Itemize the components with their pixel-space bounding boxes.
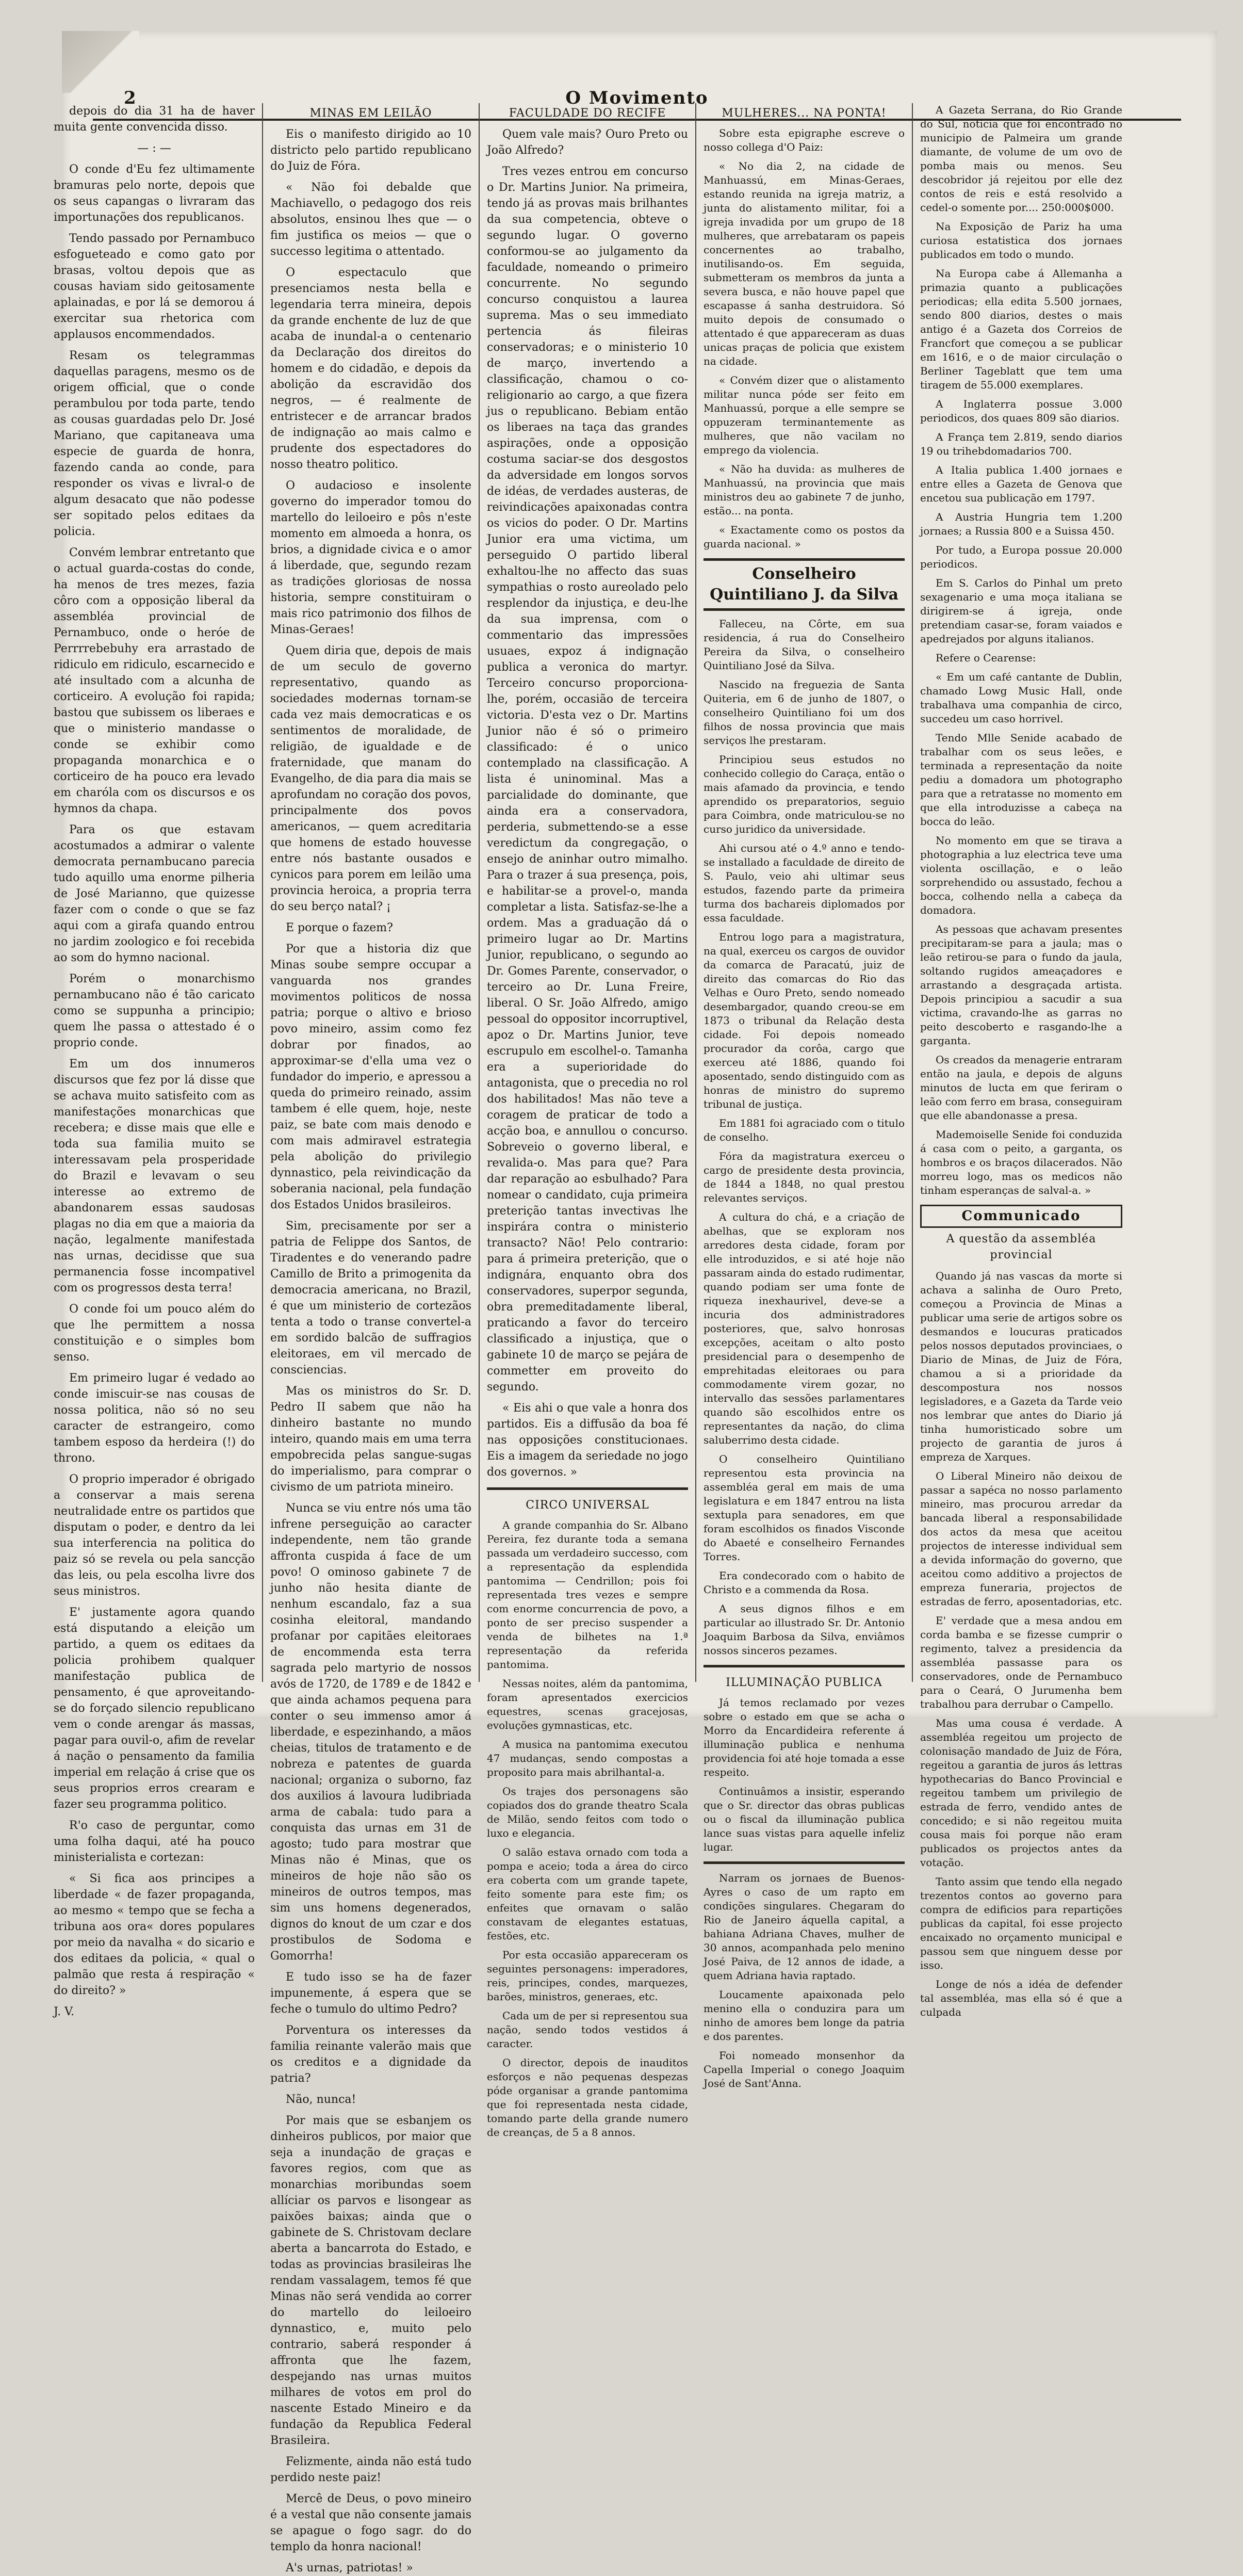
- paragraph: « Eis ahi o que vale a honra dos partidos. Eis a diffusão da boa fé nas opposições constitucionaes. Eis a imagem da seriedade no jogo dos governos. »: [487, 1402, 688, 1479]
- paragraph: Sobre esta epigraphe escreve o nosso collega d'O Paiz:: [704, 127, 905, 153]
- paragraph: As pessoas que achavam presentes precipitaram-se para a jaula; mas o leão retirou-se para o fundo da jaula, soltando rugidos ameaçadores e arrastando a desgraçada artista. Depois principiou a sacudir a sua victima, cravando-lhe as garras no peito descoberto e rasgando-lhe a garganta.: [920, 923, 1122, 1047]
- paragraph: A Austria Hungria tem 1.200 jornaes; a Russia 800 e a Suissa 450.: [920, 511, 1122, 537]
- paragraph: Falleceu, na Côrte, em sua residencia, á rua do Conselheiro Pereira da Silva, o conselheiro Quintiliano José da Silva.: [704, 618, 905, 672]
- paragraph: A cultura do chá, e a criação de abelhas, que se exploram nos arredores desta cidade, foram por elle introduzidos, e si até hoje não passaram ainda do estado rudimentar, quando podiam ser uma fonte de riqueza inexhaurivel, deve-se a incuria dos administradores posteriores, que, salvo honrosas excepções, aceitam o alto posto presidencial para o desempenho de emprehitadas eleitoraes ou para commodamente virem gozar, no intervallo das sessões parlamentares quando são escolhidos entre os representantes da nação, do clima saluberrimo desta cidade.: [704, 1211, 905, 1446]
- paragraph: O espectaculo que presenciamos nesta bella e legendaria terra mineira, depois da grande enchente de luz de que acaba de inundal-a o centenario da Declaração dos direitos do homem e do cidadão, e depois da abolição da escravidão dos negros, — é realmente de entristecer e de arrancar brados de indignação ao mais calmo e prudente dos espectadores do nosso theatro politico.: [270, 266, 471, 471]
- article-heading: CIRCO UNIVERSAL: [526, 1499, 649, 1512]
- paragraph: Entrou logo para a magistratura, na qual, exerceu os cargos de ouvidor da comarca de Paracatú, juiz de direito das comarcas do Rio das Velhas e Ouro Preto, sendo nomeado desembargador, quando creou-se em 1873 o tribunal da Relação desta cidade. Foi depois nomeado procurador da corôa, cargo que exerceu até 1886, quando foi aposentado, sendo distinguido com as honras de ministro do supremo tribunal de justiça.: [704, 931, 905, 1110]
- paragraph: Mercê de Deus, o povo mineiro é a vestal que não consente jamais se apague o fogo sagr. do do templo da honra nacional!: [270, 2492, 471, 2553]
- paragraph: O audacioso e insolente governo do imperador tomou do martello do leiloeiro e pôs n'este momento em almoeda a honra, os brios, a dignidade civica e o amor á liberdade, que, segundo rezam as tradições gloriosas de nossa historia, sempre constituiram o mais rico patrimonio dos filhos de Minas-Geraes!: [270, 479, 471, 636]
- paragraph: O conde foi um pouco além do que lhe permittem a nossa constituição e o simples bom senso.: [54, 1303, 255, 1364]
- paragraph: Mademoiselle Senide foi conduzida á casa com o peito, a garganta, os hombros e os braços dilacerados. Não morreu logo, mas os medicos não tinham esperanças de salval-a. »: [920, 1128, 1122, 1196]
- paragraph: « No dia 2, na cidade de Manhuassú, em Minas-Geraes, estando reunida na igreja matriz, a junta do alistamento militar, foi a igreja invadida por um grupo de 18 mulheres, que arrebataram os papeis concernentes ao trabalho, inutilisando-os. Em seguida, submetteram os membros da junta a severa busca, e não houve papel que escapasse á sanha destruidora. Só muito depois de consumado o attentado é que appareceram as duas unicas praças de policia que existem na cidade.: [704, 160, 905, 367]
- paragraph: E' verdade que a mesa andou em corda bamba e se fizesse cumprir o regimento, talvez a presidencia da assembléa passasse para os conservadores, onde de Pernambuco para o Ceará, O Jurumenha bem trabalhou para derrubar o Campello.: [920, 1614, 1122, 1710]
- paragraph: Foi nomeado monsenhor da Capella Imperial o conego Joaquim José de Sant'Anna.: [704, 2049, 905, 2089]
- section-label: Communicado: [920, 1205, 1122, 1228]
- paragraph: Não, nunca!: [286, 2093, 356, 2106]
- paragraph: O Liberal Mineiro não deixou de passar a sapéca no nosso parlamento mineiro, mas procurou arredar da bancada liberal a responsabilidade dos actos da mesa que aceitou projectos de interesse individual sem a devida informação do governo, que aceitou como additivo a projectos de empreza funeraria, projectos de estradas de ferro, aposentadorias, etc.: [920, 1470, 1122, 1608]
- paragraph: Longe de nós a idéa de defender tal assembléa, mas ella só é que a culpada: [920, 1978, 1122, 2018]
- paragraph: Principiou seus estudos no conhecido collegio do Caraça, então o mais afamado da provincia, e tendo aprendido os preparatorios, seguio para Coimbra, onde matriculou-se no curso juridico da universidade.: [704, 753, 905, 835]
- paragraph: Mas os ministros do Sr. D. Pedro II sabem que não ha dinheiro bastante no mundo inteiro, quando mais em uma terra empobrecida pelas sangue-sugas do imperialismo, para comprar o civismo de um patriota mineiro.: [270, 1385, 471, 1494]
- paragraph: No momento em que se tirava a photographia a luz electrica teve uma violenta oscillação, e o leão sorprehendido ou assustado, fechou a bocca, colhendo nella a cabeça da domadora.: [920, 834, 1122, 916]
- paragraph: O salão estava ornado com toda a pompa e aceio; toda a área do circo era coberta com um grande tapete, feito somente para este fim; os enfeites que ornavam o salão constavam de elegantes estatuas, festões, etc.: [487, 1846, 688, 1942]
- divider: [704, 1665, 905, 1667]
- paragraph: Tendo passado por Pernambuco esfogueteado e como gato por brasas, voltou depois que as cousas haviam sido geitosamente aplainadas, e por lá se demorou á exercitar sua rhetorica com applausos encommendados.: [54, 232, 255, 341]
- paragraph: A's urnas, patriotas! »: [286, 2562, 413, 2574]
- divider: [704, 1861, 905, 1864]
- paragraph: A Inglaterra possue 3.000 periodicos, dos quaes 809 são diarios.: [920, 398, 1122, 424]
- article-heading: FACULDADE DO RECIFE: [509, 107, 666, 120]
- paragraph: Em um dos innumeros discursos que fez por lá disse que se achava muito satisfeito com as manifestações monarchicas que recebera; e disse mais que elle e toda sua familia muito se interessavam pela prosperidade do Brazil e levavam o seu interesse ao extremo de abandonarem essas saudosas plagas no dia em que a maioria da nação, legalmente manifestada nas urnas, decidisse que sua permanencia fosse incompativel com os progressos desta terra!: [54, 1058, 255, 1294]
- paragraph: Nunca se viu entre nós uma tão infrene perseguição ao caracter independente, nem tão grande affronta cuspida á face de um povo! O ominoso gabinete 7 de junho não hesita diante de nenhum escandalo, faz a sua cosinha eleitoral, mandando profanar por capitães eleitoraes de encommenda esta terra sagrada pelo martyrio de nossos avós de 1720, de 1789 e de 1842 e que ainda achamos pequena para conter o seu immenso amor á liberdade, e espezinhando, a mãos cheias, titulos de tratamento e de nobreza e patentes de guarda nacional; organiza o suborno, faz dos auxilios á lavoura ludibriada arma de cabala: tudo para a conquista das urnas em 31 de agosto; tudo para mostrar que Minas não é Minas, que os mineiros de hoje não são os mineiros de outros tempos, mas sim uns homens degenerados, dignos do knout de um czar e dos prostibulos de Sodoma e Gomorrha!: [270, 1502, 471, 1963]
- folded-corner: [62, 31, 139, 93]
- paragraph: Cada um de per si representou sua nação, sendo todos vestidos á caracter.: [487, 2010, 688, 2050]
- paragraph: « Não foi debalde que Machiavello, o pedagogo dos reis absolutos, ensinou lhes que — o fim justifica os meios — que o successo legitima o attentado.: [270, 181, 471, 258]
- paragraph: Na Europa cabe á Allemanha a primazia quanto a publicações periodicas; ella edita 5.500 jornaes, sendo 800 diarios, destes o mais antigo é a Gazeta dos Correios de Francfort que começou a se publicar em 1616, e o de maior circulação o Berliner Tageblatt que tem uma tiragem de 55.000 exemplares.: [920, 267, 1122, 391]
- paragraph: O conselheiro Quintiliano representou esta provincia na assembléa geral em mais de uma legislatura e em 1847 entrou na lista sextupla para senadores, em que foram escolhidos os finados Visconde do Abaeté e conselheiro Fernandes Torres.: [704, 1453, 905, 1563]
- paragraph: Porventura os interesses da familia reinante valerão mais que os creditos e a dignidade da patria?: [270, 2024, 471, 2085]
- paragraph: A seus dignos filhos e em particular ao illustrado Sr. Dr. Antonio Joaquim Barbosa da Silva, enviâmos nossos sinceros pezames.: [704, 1602, 905, 1657]
- paragraph: E tudo isso se ha de fazer impunemente, á espera que se feche o tumulo do ultimo Pedro?: [270, 1971, 471, 2016]
- paragraph: A grande companhia do Sr. Albano Pereira, fez durante toda a semana passada um verdadeiro successo, com a representação da esplendida pantomima — Cendrillon; pois foi representada tres vezes e sempre com enorme concurrencia de povo, a ponto de ser preciso suspender a venda de bilhetes na 1.ª representação da referida pantomima.: [487, 1519, 688, 1671]
- paragraph: Quem vale mais? Ouro Preto ou João Alfredo?: [487, 128, 688, 157]
- paragraph: A Italia publica 1.400 jornaes e entre elles a Gazeta de Genova que encetou sua publicação em 1797.: [920, 464, 1122, 504]
- quote-paragraph: « Si fica aos principes a liberdade « de fazer propaganda, ao mesmo « tempo que se fecha a tribuna aos ora« dores populares por meio da navalha « do sicario e dos editaes da policia, « qual o palmão que resta á respiração « do direito? »: [54, 1872, 255, 1997]
- column-3: [480, 103, 696, 2138]
- paragraph: « Em um café cantante de Dublin, chamado Lowg Music Hall, onde trabalhava uma companhia de circo, succedeu um caso horrivel.: [920, 671, 1122, 725]
- paragraph: Continuâmos a insistir, esperando que o Sr. director das obras publicas ou o fiscal da illuminação publica lance suas vistas para aquelle infeliz lugar.: [704, 1785, 905, 1853]
- column-1: [46, 103, 263, 2018]
- paragraph: Narram os jornaes de Buenos-Ayres o caso de um rapto em condições singulares. Chegaram do Rio de Janeiro áquella capital, a bahiana Adriana Chaves, mulher de 30 annos, acompanhada pelo menino José Paiva, de 12 annos de idade, a quem Adriana havia raptado.: [704, 1872, 905, 1982]
- paragraph: Por que a historia diz que Minas soube sempre occupar a vanguarda nos grandes movimentos politicos de nossa patria; porque o altivo e brioso povo mineiro, assim como fez dobrar por finados, ao approximar-se d'ella uma vez o fundador do imperio, e apressou a queda do primeiro reinado, assim tambem é elle quem, hoje, neste paiz, se bate com mais denodo e com mais admiravel estrategia pela abolição do privilegio dynnastico, pela reivindicação da soberania nacional, pela fundação dos Estados Unidos brasileiros.: [270, 943, 471, 1211]
- paragraph: Era condecorado com o habito de Christo e a commenda da Rosa.: [704, 1569, 905, 1596]
- paragraph: Ahi cursou até o 4.º anno e tendo-se installado a faculdade de direito de S. Paulo, veio ahi ultimar seus estudos, fazendo parte da primeira turma dos bachareis diplomados por essa faculdade.: [704, 842, 905, 924]
- paragraph: Refere o Cearense:: [936, 652, 1036, 664]
- author-signature: J. V.: [54, 2005, 75, 2018]
- separator: — : —: [137, 142, 171, 155]
- paragraph: Felizmente, ainda não está tudo perdido neste paiz!: [270, 2455, 471, 2484]
- paragraph: A França tem 2.819, sendo diarios 19 ou trihebdomadarios 700.: [920, 431, 1122, 457]
- paragraph: Fóra da magistratura exerceu o cargo de presidente desta provincia, de 1844 a 1848, no qual prestou relevantes serviços.: [704, 1150, 905, 1204]
- article-heading: A questão da assembléa provincial: [946, 1233, 1097, 1261]
- paragraph: Os trajes dos personagens são copiados dos do grande theatro Scala de Milão, sendo feitos com todo o luxo e elegancia.: [487, 1785, 688, 1839]
- article-heading: ILLUMINAÇÃO PUBLICA: [726, 1676, 882, 1689]
- article-heading: MULHERES... NA PONTA!: [722, 107, 887, 120]
- paragraph: « Exactamente como os postos da guarda nacional. »: [704, 524, 905, 550]
- paragraph: Nascido na freguezia de Santa Quiteria, em 6 de junho de 1807, o conselheiro Quintiliano foi um dos filhos de nossa provincia que mais serviços lhe prestaram.: [704, 678, 905, 747]
- column-5: [913, 103, 1130, 2018]
- paragraph: Tendo Mlle Senide acabado de trabalhar com os seus leões, e terminada a representação da noite pediu a domadora um photographo para que a retratasse no momento em que ella introduzisse a cabeça na bocca do leão.: [920, 732, 1122, 828]
- paragraph: Quando já nas vascas da morte si achava a salinha de Ouro Preto, começou a Provincia de Minas a publicar uma serie de artigos sobre os desmandos e loucuras praticados pelos nossos deputados provinciaes, o Diario de Minas, de Juiz de Fóra, chamou a si a prioridade da descompostura nos nossos legisladores, e a Gazeta da Tarde veio nos lembrar que antes do Diario já tinha humoristicado sobre um projecto de garantia de juros á empreza de Xarques.: [920, 1270, 1122, 1463]
- paragraph: depois do dia 31 ha de haver muita gente convencida disso.: [54, 105, 255, 134]
- paragraph: Os creados da menagerie entraram então na jaula, e depois de alguns minutos de lucta em que feriram o leão com ferro em brasa, conseguiram que elle abandonasse a presa.: [920, 1054, 1122, 1122]
- paragraph: Por tudo, a Europa possue 20.000 periodicos.: [920, 544, 1122, 570]
- paragraph: R'o caso de perguntar, como uma folha daqui, até ha pouco ministerialista e cortezan:: [54, 1819, 255, 1864]
- paragraph: Eis o manifesto dirigido ao 10 districto pelo partido republicano do Juiz de Fóra.: [270, 128, 471, 173]
- paragraph: Convém lembrar entretanto que o actual guarda-costas do conde, ha menos de tres mezes, fazia côro com a opposição liberal da assembléa provincial de Pernambuco, onde o heróe de Perrrrebebuhy era arrastado de ridiculo em ridiculo, escarnecido e até insultado com a alcunha de corticeiro. A evolução foi rapida; bastou que subissem os liberaes e que o ministerio mandasse o conde se exhibir como propaganda monarchica e o corticeiro de ha pouco era levado em charóla com os discursos e os hymnos da chapa.: [54, 546, 255, 815]
- paragraph: Resam os telegrammas daquellas paragens, mesmo os de origem official, que o conde perambulou por toda parte, tendo as cousas guardadas pelo Dr. José Mariano, que capitaneava uma especie de guarda de honra, fazendo canda ao conde, para responder os vivas e livral-o de algum desacato que não podesse ser sopitado pelos editaes da policia.: [54, 349, 255, 538]
- paragraph: A musica na pantomima executou 47 mudanças, sendo compostas a proposito para mais abrilhantal-a.: [487, 1738, 688, 1778]
- paragraph: Mas uma cousa é verdade. A assembléa regeitou um projecto de colonisação mandado de Juiz de Fóra, regeitou a garantia de juros ás lettras hypothecarias do Banco Provincial e regeitou tambem um privilegio de estrada de ferro, vendido antes de concedido; e si não regeitou muita cousa mais foi porque não eram publicados os projectos antes da votação.: [920, 1717, 1122, 1869]
- article-heading: MINAS EM LEILÃO: [309, 107, 432, 120]
- paragraph: A Gazeta Serrana, do Rio Grande do Sul, noticia que foi encontrado no municipio de Palmeira um grande diamante, de volume de um ovo de pomba mais ou menos. Seu descobridor já rejeitou por elle dez contos de reis e está resolvido a cedel-o somente por.... 250:000$000.: [920, 104, 1122, 214]
- paragraph: Na Exposição de Pariz ha uma curiosa estatistica dos jornaes publicados em todo o mundo.: [920, 220, 1122, 261]
- paragraph: « Convém dizer que o alistamento militar nunca póde ser feito em Manhuassú, porque a elle sempre se oppuzeram terminantemente as mulheres, que não vacilam no emprego da violencia.: [704, 374, 905, 456]
- paragraph: Por esta occasião appareceram os seguintes personagens: imperadores, reis, principes, condes, marquezes, barões, ministros, generaes, etc.: [487, 1949, 688, 2003]
- paragraph: Quem diria que, depois de mais de um seculo de governo representativo, quando as sociedades modernas tornam-se cada vez mais democraticas e os sentimentos de moralidade, de religião, de igualdade e de fraternidade, que manam do Evangelho, de dia para dia mais se aprofundam no coração dos povos, principalmente dos povos americanos, — quem acreditaria que homens de estado houvesse entre nós bastante ousados e cynicos para porem em leilão uma provincia heroica, a propria terra do seu berço natal? ¡: [270, 644, 471, 913]
- obituary-heading: Conselheiro Quintiliano J. da Silva: [704, 558, 905, 611]
- paragraph: Tanto assim que tendo ella negado trezentos contos ao governo para compra de edificios para repartições publicas da capital, foi esse projecto encaixado no orçamento municipal e passou sem que ninguem desse por isso.: [920, 1875, 1122, 1971]
- paragraph: Nessas noites, além da pantomima, foram apresentados exercicios equestres, scenas gracejosas, evoluções gymnasticas, etc.: [487, 1677, 688, 1731]
- paragraph: E' justamente agora quando está disputando a eleição um partido, a quem os editaes da policia prohibem qualquer manifestação publica de pensamento, é que aproveitando-se do forçado silencio republicano vem o conde arengar ás massas, pagar para ouvil-o, afim de revelar á nação o pensamento da familia imperial em relação á crise que os seus proprios erros crearam e fazer seu programma politico.: [54, 1606, 255, 1811]
- paragraph: Em primeiro lugar é vedado ao conde imiscuir-se nas cousas de nossa politica, não só no seu caracter de estrangeiro, como tambem esposo da herdeira (!) do throno.: [54, 1372, 255, 1465]
- paragraph: Já temos reclamado por vezes sobre o estado em que se acha o Morro da Encardideira referente á illuminação publica e nenhuma providencia foi até hoje tomada a esse respeito.: [704, 1696, 905, 1778]
- paragraph: O director, depois de inauditos esforços e não pequenas despezas póde organisar a grande pantomima que foi representada nesta cidade, tomando parte della grande numero de creanças, de 5 a 8 annos.: [487, 2056, 688, 2138]
- column-2: [263, 103, 480, 2574]
- paragraph: O proprio imperador é obrigado a conservar a mais serena neutralidade entre os partidos que disputam o poder, e dentro da lei sua interferencia na politica do paiz só se revela ou pela sancção das leis, ou pela escolha livre dos seus ministros.: [54, 1473, 255, 1598]
- paragraph: Sim, precisamente por ser a patria de Felippe dos Santos, de Tiradentes e do venerando padre Camillo de Brito a primogenita da democracia americana, no Brazil, é que um ministerio de cortezãos tenta a todo o transe convertel-a em sordido balcão de suffragios eleitoraes, em vil mercado de consciencias.: [270, 1220, 471, 1376]
- paragraph: Tres vezes entrou em concurso o Dr. Martins Junior. Na primeira, tendo já as provas mais brilhantes da sua competencia, obteve o segundo lugar. O governo conformou-se ao julgamento da faculdade, nomeando o primeiro concurrente. No segundo concurso conquistou a laurea suprema. Mas o seu immediato pertencia ás fileiras conservadoras; e o ministerio 10 de março, invertendo a classificação, chamou o co-religionario ao cargo, a que fizera jus o republicano. Bebiam então os liberaes na taça das grandes aspirações, onde a opposição costuma saciar-se dos desgostos da adversidade em longos sorvos de idéas, de verdades austeras, de reivindicações apaixonadas contra os vicios do poder. O Dr. Martins Junior era uma victima, um perseguido O partido liberal exhaltou-lhe no affecto das suas sympathias o rosto aureolado pelo resplendor da injustiça, e deu-lhe da sua imprensa, com o commentario das impressões usuaes, expoz á indignação publica a veronica do martyr. Terceiro concurso proporciona-lhe, porém, occasião de terceira victoria. D'esta vez o Dr. Martins Junior não é só o primeiro classificado: é o unico contemplado na classificação. A lista é uninominal. Mas a parcialidade do dominante, que ainda era a conservadora, perderia, submettendo-se a esse veredictum da congregação, o ensejo de aninhar outro mimalho. Para o trazer á sua presença, pois, e habilitar-se a provel-o, manda completar a lista. Satisfaz-se-lhe a ordem. Mas a graduação dá o primeiro lugar ao Dr. Martins Junior, republicano, o segundo ao Dr. Gomes Parente, conservador, o terceiro ao Dr. Luna Freire, liberal. O Sr. João Alfredo, amigo pessoal do oppositor incorruptivel, apoz o Dr. Martins Junior, teve escrupulo em escolhel-o. Tamanha era a superioridade do antagonista, que o precedia no rol dos habilitados! Mas não teve a coragem de praticar de todo a acção boa, e annullou o concurso. Sobreveio o governo liberal, e revalida-o. Mas para que? Para dar reparação ao esbulhado? Para nomear o candidato, cuja primeira preterição tantas invectivas lhe inspirára contra o ministerio transacto? Não! Pelo contrario: para á primeira preterição, que o indignára, enquanto obra dos conservadores, superpor segunda, obra premeditadamente liberal, praticando a favor do terceiro classificado a injustiça, que o gabinete 10 de março se pejára de commetter em proveito do segundo.: [487, 165, 688, 1394]
- paragraph: E porque o fazem?: [286, 921, 393, 934]
- column-4: [696, 103, 913, 2089]
- paragraph: Para os que estavam acostumados a admirar o valente democrata pernambucano parecia tudo aquillo uma enorme pilheria de José Marianno, que quizesse fazer com o conde o que se faz aqui com a girafa quando entrou no jardim zoologico e foi recebida ao som do hymno nacional.: [54, 823, 255, 964]
- columns-container: [46, 103, 1130, 2574]
- paragraph: Em S. Carlos do Pinhal um preto sexagenario e uma moça italiana se dirigirem-se á igreja, onde pretendiam casar-se, foram vaiados e apedrejados por alguns italianos.: [920, 577, 1122, 645]
- paragraph: Em 1881 foi agraciado com o titulo de conselho.: [704, 1117, 905, 1143]
- divider: [487, 1487, 688, 1490]
- page-number: 2: [124, 88, 136, 108]
- paragraph: Por mais que se esbanjem os dinheiros publicos, por maior que seja a inundação de graças e favores regios, com que as monarchias moribundas soem allíciar os parvos e lisongear as paixões baixas; ainda que o gabinete de S. Christovam declare aberta a bancarrota do Estado, e todas as provincias brasileiras lhe rendam vassalagem, temos fé que Minas não será vendida ao correr do martello do leiloeiro dynnastico, e, muito pelo contrario, saberá responder á affronta que lhe fazem, despejando nas urnas muitos milhares de votos em prol do nascente Estado Mineiro e da fundação da Republica Federal Brasileira.: [270, 2114, 471, 2447]
- newspaper-title: O Movimento: [565, 88, 709, 108]
- paragraph: Porém o monarchismo pernambucano não é tão caricato como se suppunha a principio; quem lhe passa o attestado é o proprio conde.: [54, 973, 255, 1049]
- paragraph: « Não ha duvida: as mulheres de Manhuassú, na provincia que mais ministros deu ao gabinete 7 de junho, estão... na ponta.: [704, 463, 905, 517]
- paragraph: O conde d'Eu fez ultimamente bramuras pelo norte, depois que os seus capangas o livraram das importunações dos republicanos.: [54, 163, 255, 224]
- paragraph: Loucamente apaixonada pelo menino ella o conduzira para um ninho de amores bem longe da patria e dos parentes.: [704, 1988, 905, 2043]
